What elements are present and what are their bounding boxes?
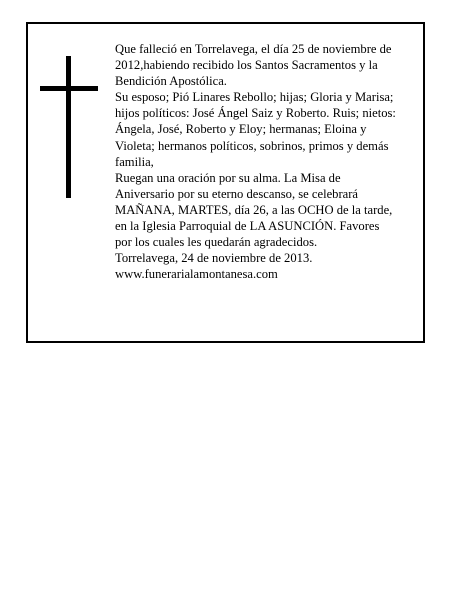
cross-icon	[40, 56, 98, 198]
text-line: por los cuales les quedarán agradecidos.	[115, 235, 318, 250]
text-line: Aniversario por su eterno descanso, se celebrará	[115, 186, 359, 201]
cross-vertical-bar	[66, 56, 71, 198]
text-line: Su esposo; Pió Linares Rebollo; hijas; Gloria y Marisa;	[115, 90, 394, 105]
text-line: Que falleció en Torrelavega, el día 25 de noviembre de	[115, 42, 392, 56]
text-line: Violeta; hermanos políticos, sobrinos, primos y demás	[115, 138, 389, 153]
text-line: en la Iglesia Parroquial de LA ASUNCIÓN. Favores	[115, 219, 380, 234]
text-line: familia,	[115, 154, 154, 169]
text-line: Ángela, José, Roberto y Eloy; hermanas; Eloina y	[115, 122, 367, 137]
cross-horizontal-bar	[40, 86, 98, 91]
obituary-text	[115, 41, 420, 282]
text-line: Ruegan una oración por su alma. La Misa de	[115, 170, 341, 185]
text-line: Bendición Apostólica.	[115, 74, 227, 89]
text-line: MAÑANA, MARTES, día 26, a las OCHO de la tarde,	[115, 202, 393, 217]
obituary-notice	[26, 22, 425, 343]
text-line: 2012,habiendo recibido los Santos Sacramentos y la	[115, 58, 378, 73]
text-line: Torrelavega, 24 de noviembre de 2013.	[115, 251, 313, 266]
text-line: hijos políticos: José Ángel Saiz y Roberto. Ruis; nietos:	[115, 106, 396, 121]
website-link[interactable]: www.funerarialamontanesa.com	[115, 267, 278, 282]
